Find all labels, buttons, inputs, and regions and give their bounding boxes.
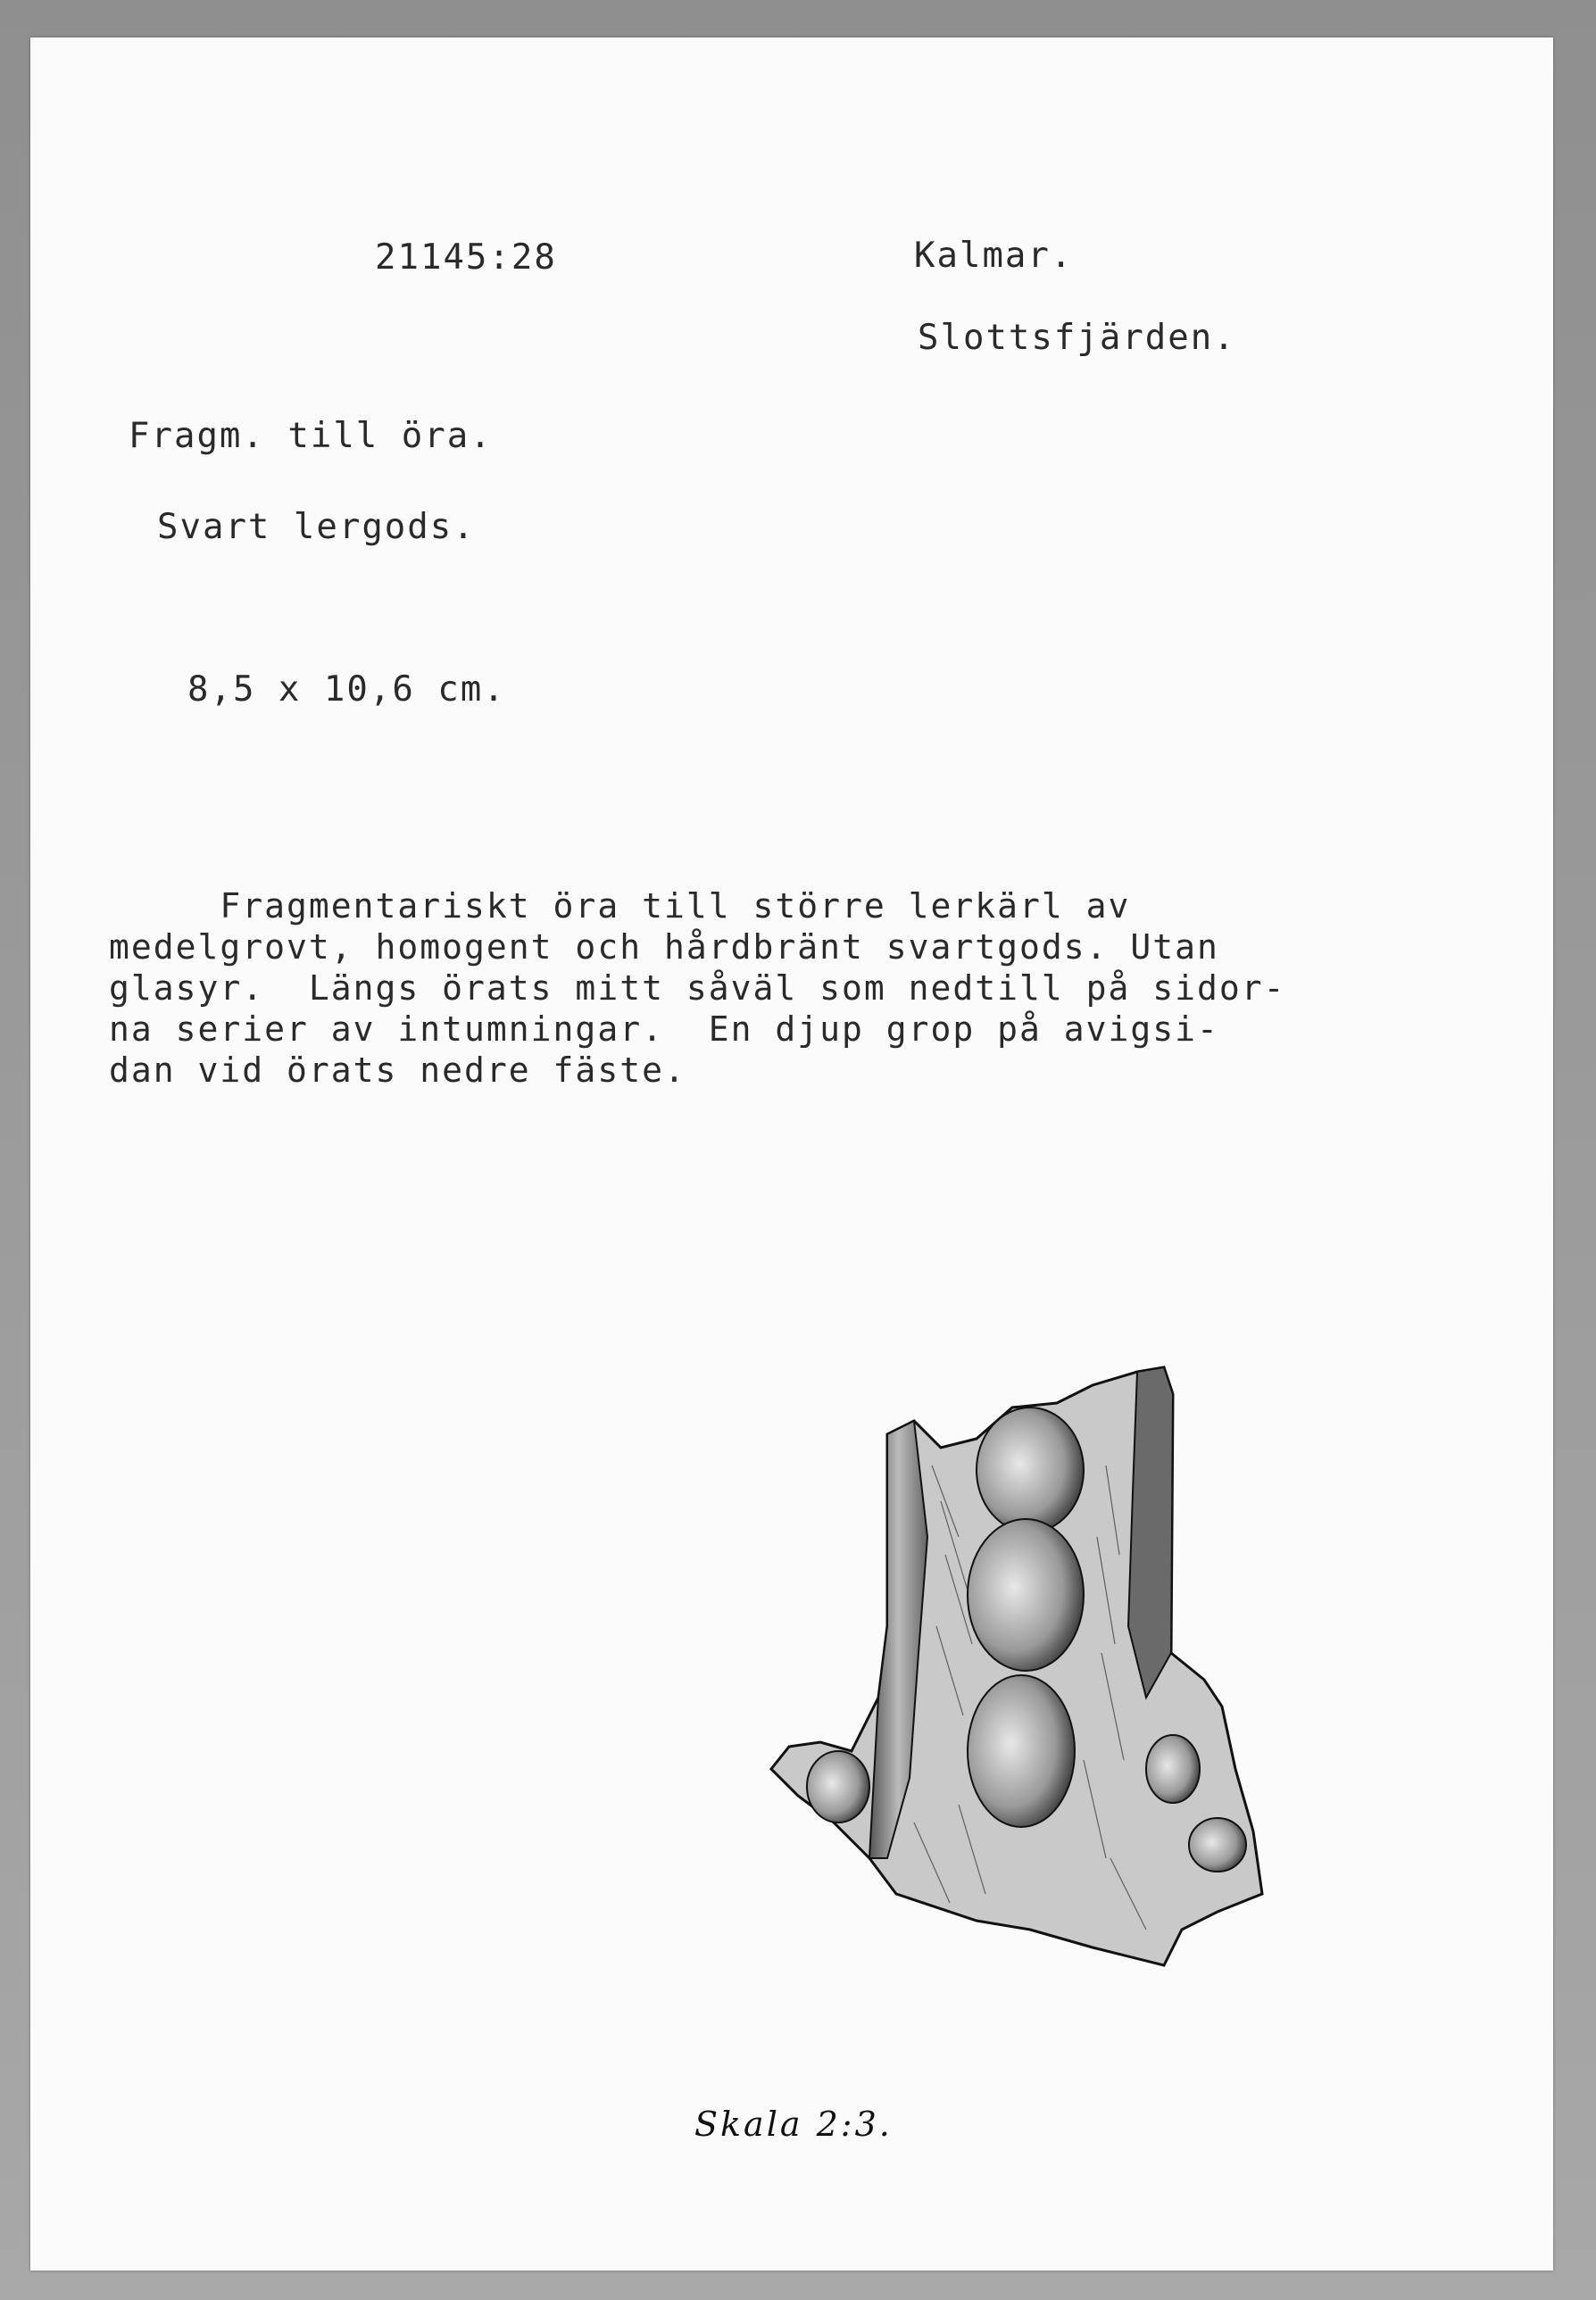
catalog-card — [30, 37, 1553, 2271]
dimensions: 8,5 x 10,6 cm. — [187, 669, 506, 710]
catalog-number: 21145:28 — [375, 237, 557, 278]
find-place: Kalmar. — [914, 236, 1074, 276]
description-line: na serier av intumningar. En djup grop på avigsi- — [109, 1009, 1219, 1049]
material: Svart lergods. — [157, 507, 476, 547]
description-line: dan vid örats nedre fäste. — [109, 1050, 686, 1090]
artifact-drawing — [753, 1358, 1432, 2001]
scale-note: Skala 2:3. — [694, 2105, 893, 2144]
description-line: medelgrovt, homogent och hårdbränt svartgods. Utan — [109, 927, 1219, 967]
find-site: Slottsfjärden. — [918, 318, 1236, 358]
description-line: glasyr. Längs örats mitt såväl som nedtill på sidor- — [109, 968, 1286, 1008]
object-name: Fragm. till öra. — [129, 416, 493, 456]
description-line: Fragmentariskt öra till större lerkärl av — [109, 886, 1131, 926]
description — [109, 885, 1286, 1091]
